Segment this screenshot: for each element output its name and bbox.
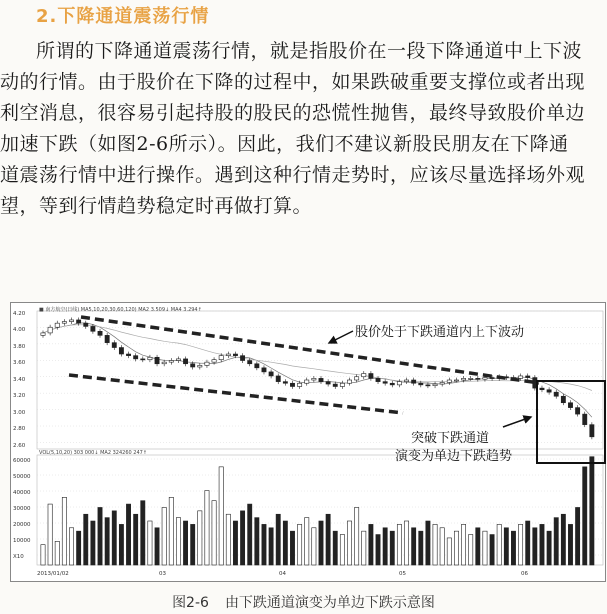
volume-bar [333, 531, 337, 565]
volume-bar [390, 531, 394, 565]
candle-body [590, 425, 594, 437]
candle-body [447, 380, 451, 382]
volume-bar [77, 531, 81, 565]
volume-bar [240, 511, 244, 565]
candle-body [575, 408, 579, 414]
breakout-arrow [503, 417, 531, 427]
volume-bar [112, 511, 116, 565]
volume-bar [226, 514, 230, 565]
candle-body [198, 365, 202, 367]
volume-bar [105, 518, 109, 565]
volume-bar [198, 511, 202, 565]
volume-bar [91, 521, 95, 565]
volume-bar [248, 504, 252, 565]
candle-body [483, 378, 487, 380]
volume-bar [134, 514, 138, 565]
volume-bar [276, 514, 280, 565]
candle-body [62, 322, 66, 324]
candle-body [404, 380, 408, 382]
stock-chart [10, 302, 606, 582]
paragraph-line: 利空消息，很容易引起持股的股民的恐慌性抛售，最终导致股价单边 [0, 102, 586, 124]
candle-body [526, 376, 530, 378]
volume-bar [404, 521, 408, 565]
volume-bar [69, 528, 73, 565]
candle-body [48, 327, 52, 333]
candle-body [333, 384, 337, 386]
volume-bar [355, 507, 359, 565]
candle-body [77, 320, 81, 323]
candle-body [426, 385, 430, 386]
volume-bar [176, 518, 180, 565]
volume-bar [41, 545, 45, 565]
candle-body [326, 382, 330, 384]
candle-body [561, 396, 565, 402]
volume-bar [255, 518, 259, 565]
volume-bar [497, 524, 501, 565]
candle-body [126, 354, 130, 356]
volume-bar [155, 528, 159, 565]
volume-bar [483, 531, 487, 565]
figure-number: 图2-6 [172, 595, 209, 611]
candle-body [205, 362, 209, 365]
candle-body [148, 357, 152, 359]
breakout-annotation-line1: 突破下跌通道 [411, 431, 490, 446]
volume-bar [561, 514, 565, 565]
volume-bar [540, 524, 544, 565]
channel-lower-line [69, 375, 403, 413]
volume-bar [575, 507, 579, 565]
volume-bar [48, 504, 52, 565]
volume-bar [490, 535, 494, 565]
candle-body [433, 384, 437, 386]
candle-body [419, 383, 423, 385]
volume-bar [205, 491, 209, 565]
candle-body [390, 383, 394, 385]
paragraph-line: 所谓的下降通道震荡行情，就是指股价在一段下降通道中上下波 [36, 40, 583, 62]
volume-bar [461, 524, 465, 565]
volume-bar [433, 524, 437, 565]
candle-body [276, 376, 280, 382]
paragraph-line: 道震荡行情中进行操作。遇到这种行情走势时，应该尽量选择场外观 [0, 164, 586, 186]
candle-body [176, 359, 180, 361]
figure-caption [0, 592, 607, 612]
candle-body [155, 357, 159, 363]
candle-body [554, 392, 558, 396]
candle-body [191, 364, 195, 367]
price-tick-label: 4.00 [13, 327, 26, 333]
volume-bar [297, 524, 301, 565]
candle-body [255, 364, 259, 368]
volume-bar [426, 521, 430, 565]
candle-body [319, 378, 323, 381]
section-heading: 2.下降通道震荡行情 [36, 6, 210, 27]
volume-bar [362, 531, 366, 565]
candle-body [55, 323, 59, 327]
volume-bar [511, 531, 515, 565]
volume-bar [397, 524, 401, 565]
volume-bar [533, 528, 537, 565]
candle-body [69, 320, 73, 322]
candle-body [376, 378, 380, 381]
candle-body [134, 356, 138, 359]
volume-bar [526, 521, 530, 565]
volume-bar [568, 524, 572, 565]
candle-body [233, 354, 237, 356]
channel-arrow [329, 331, 353, 343]
candle-body [219, 356, 223, 360]
breakout-annotation-line2: 演变为单边下跌趋势 [395, 449, 513, 464]
volume-bar [476, 528, 480, 565]
candle-body [105, 335, 109, 342]
x-tick-label: 04 [279, 571, 286, 577]
volume-tick-label: 40000 [13, 490, 31, 496]
volume-bar [141, 501, 145, 565]
paragraph-line: 动的行情。由于股价在下降的过程中，如果跌破重要支撑位或者出现 [0, 71, 586, 93]
volume-bar [183, 521, 187, 565]
candle-body [340, 383, 344, 386]
volume-bar [504, 528, 508, 565]
candle-body [461, 378, 465, 380]
candle-body [397, 382, 401, 385]
price-tick-label: 2.60 [13, 443, 26, 449]
x-tick-label: 05 [399, 571, 406, 577]
body-paragraph [0, 36, 606, 222]
volume-tick-label: 10000 [13, 538, 31, 544]
volume-bar [554, 518, 558, 565]
volume-bar [262, 524, 266, 565]
candle-body [119, 348, 123, 354]
channel-annotation: 股价处于下跌通道内上下波动 [355, 325, 525, 340]
candle-body [540, 388, 544, 390]
figure-title: 由下跌通道演变为单边下跌示意图 [224, 595, 435, 611]
candle-body [262, 368, 266, 372]
candle-body [362, 374, 366, 377]
volume-bar [148, 521, 152, 565]
volume-bar [590, 457, 594, 565]
candle-body [248, 361, 252, 364]
candle-body [583, 414, 587, 425]
candle-body [84, 323, 88, 326]
volume-bar [55, 541, 59, 565]
volume-bar [419, 531, 423, 565]
volume-bar [191, 524, 195, 565]
volume-bar [98, 507, 102, 565]
volume-bar [347, 521, 351, 565]
paragraph-line: 望，等到行情趋势稳定时再做打算。 [0, 195, 313, 217]
volume-bar [283, 521, 287, 565]
x-tick-label: 03 [159, 571, 166, 577]
price-tick-label: 3.60 [13, 360, 26, 366]
candle-body [98, 331, 102, 335]
volume-bar [326, 514, 330, 565]
candle-body [312, 378, 316, 380]
volume-bar [305, 518, 309, 565]
candle-body [469, 378, 473, 379]
volume-bar [312, 528, 316, 565]
paragraph-line: 加速下跌（如图2-6所示）。因此，我们不建议新股民朋友在下降通 [0, 133, 569, 155]
candle-body [412, 380, 416, 383]
price-tick-label: 2.80 [13, 426, 26, 432]
candle-body [355, 377, 359, 380]
candle-body [112, 343, 116, 348]
volume-tick-label: 60000 [13, 458, 31, 464]
candle-body [269, 372, 273, 376]
candle-body [240, 356, 244, 361]
candle-body [518, 376, 522, 378]
x-tick-label: 06 [521, 571, 528, 577]
volume-bar [119, 524, 123, 565]
volume-tick-label: 30000 [13, 506, 31, 512]
candle-body [369, 374, 373, 379]
price-tick-label: 4.20 [13, 311, 26, 317]
chart-canvas [11, 303, 607, 583]
candle-body [476, 378, 480, 379]
volume-bar [162, 507, 166, 565]
candle-body [91, 326, 95, 331]
volume-bar [412, 528, 416, 565]
volume-bar [583, 467, 587, 565]
volume-tick-label: X10 [13, 554, 24, 560]
volume-bar [269, 528, 273, 565]
volume-tick-label: 20000 [13, 522, 31, 528]
price-tick-label: 3.00 [13, 410, 26, 416]
volume-bar [233, 521, 237, 565]
volume-bar [518, 524, 522, 565]
chart-header: ■ 南方航空(日线) MA5,10,20,30,60,120) MA2 3.509↓ MA4 3.294↑ [39, 307, 202, 313]
candle-body [568, 403, 572, 408]
volume-bar [169, 497, 173, 565]
volume-bar [454, 531, 458, 565]
candle-body [547, 390, 551, 392]
candle-body [297, 383, 301, 386]
candle-body [226, 354, 230, 356]
volume-bar [340, 535, 344, 565]
volume-bar [440, 528, 444, 565]
candle-body [162, 362, 166, 364]
volume-bar [383, 528, 387, 565]
volume-bar [376, 535, 380, 565]
volume-bar [84, 514, 88, 565]
candle-body [283, 382, 287, 384]
volume-header: VOL(5,10,20) 303 000↓ MA2 324260 247↑ [39, 450, 147, 456]
volume-bar [212, 501, 216, 565]
volume-bar [126, 504, 130, 565]
volume-bar [369, 524, 373, 565]
candle-body [347, 380, 351, 383]
volume-bar [447, 538, 451, 565]
volume-bar [290, 531, 294, 565]
candle-body [290, 383, 294, 386]
candle-body [383, 382, 387, 384]
volume-bar [219, 467, 223, 565]
candle-body [212, 360, 216, 362]
price-tick-label: 3.40 [13, 377, 26, 383]
candle-body [141, 359, 145, 360]
volume-bar [62, 497, 66, 565]
candle-body [183, 359, 187, 364]
candle-body [440, 382, 444, 384]
price-tick-label: 3.80 [13, 344, 26, 350]
price-tick-label: 3.20 [13, 393, 26, 399]
volume-bar [469, 535, 473, 565]
candle-body [41, 333, 45, 335]
volume-bar [547, 531, 551, 565]
volume-tick-label: 50000 [13, 474, 31, 480]
candle-body [305, 380, 309, 383]
candle-body [454, 380, 458, 381]
x-tick-label: 2013/01/02 [37, 571, 69, 577]
candle-body [169, 361, 173, 363]
volume-bar [319, 521, 323, 565]
